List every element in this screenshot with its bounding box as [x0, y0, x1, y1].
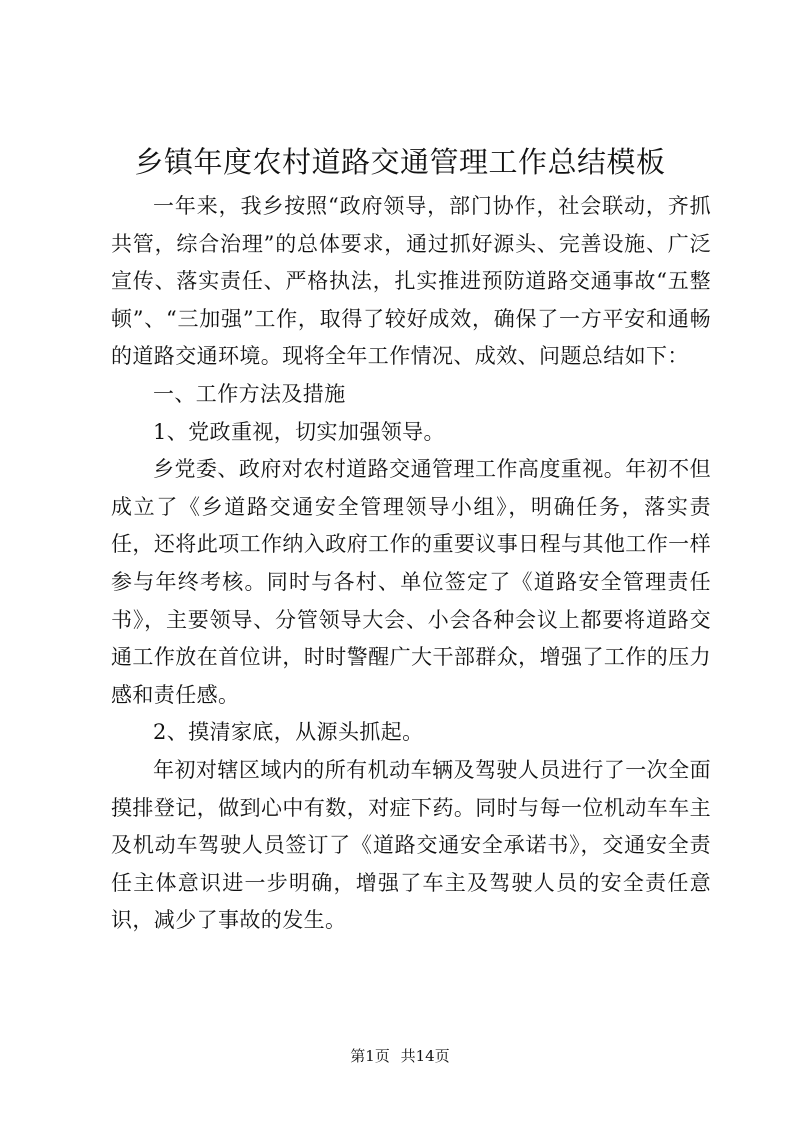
subheading-source: 2、摸清家底，从源头抓起。 [153, 720, 424, 745]
page-number: 第1页 [350, 1047, 390, 1065]
subheading-leadership: 1、党政重视，切实加强领导。 [153, 419, 445, 444]
paragraph-intro: 一年来，我乡按照“政府领导，部门协作，社会联动，齐抓共管，综合治理”的总体要求，通过抓好源头、完善设施、广泛宣传、落实责任、严格执法，扎实推进预防道路交通事故“五整顿”、“三加强”工作，取得了较好成效，确保了一方平安和通畅的道路交通环境。现将全年工作情况、成效、问题总结如下： [111, 194, 711, 369]
paragraph-source: 年初对辖区域内的所有机动车辆及驾驶人员进行了一次全面摸排登记，做到心中有数，对症下药。同时与每一位机动车车主及机动车驾驶人员签订了《道路交通安全承诺书》，交通安全责任主体意识进一步明确，增强了车主及驾驶人员的安全责任意识，减少了事故的发生。 [111, 757, 711, 933]
section-heading-methods: 一、工作方法及措施 [153, 381, 346, 406]
page-total: 共14页 [400, 1047, 450, 1065]
paragraph-leadership: 乡党委、政府对农村道路交通管理工作高度重视。年初不但成立了《乡道路交通安全管理领导小组》，明确任务，落实责任，还将此项工作纳入政府工作的重要议事日程与其他工作一样参与年终考核。同时与各村、单位签定了《道路安全管理责任书》，主要领导、分管领导大会、小会各种会议上都要将道路交通工作放在首位讲，时时警醒广大干部群众，增强了工作的压力感和责任感。 [111, 457, 711, 707]
document-title: 乡镇年度农村道路交通管理工作总结模板 [134, 145, 666, 179]
page-footer [0, 1046, 800, 1066]
document-body [111, 188, 711, 940]
